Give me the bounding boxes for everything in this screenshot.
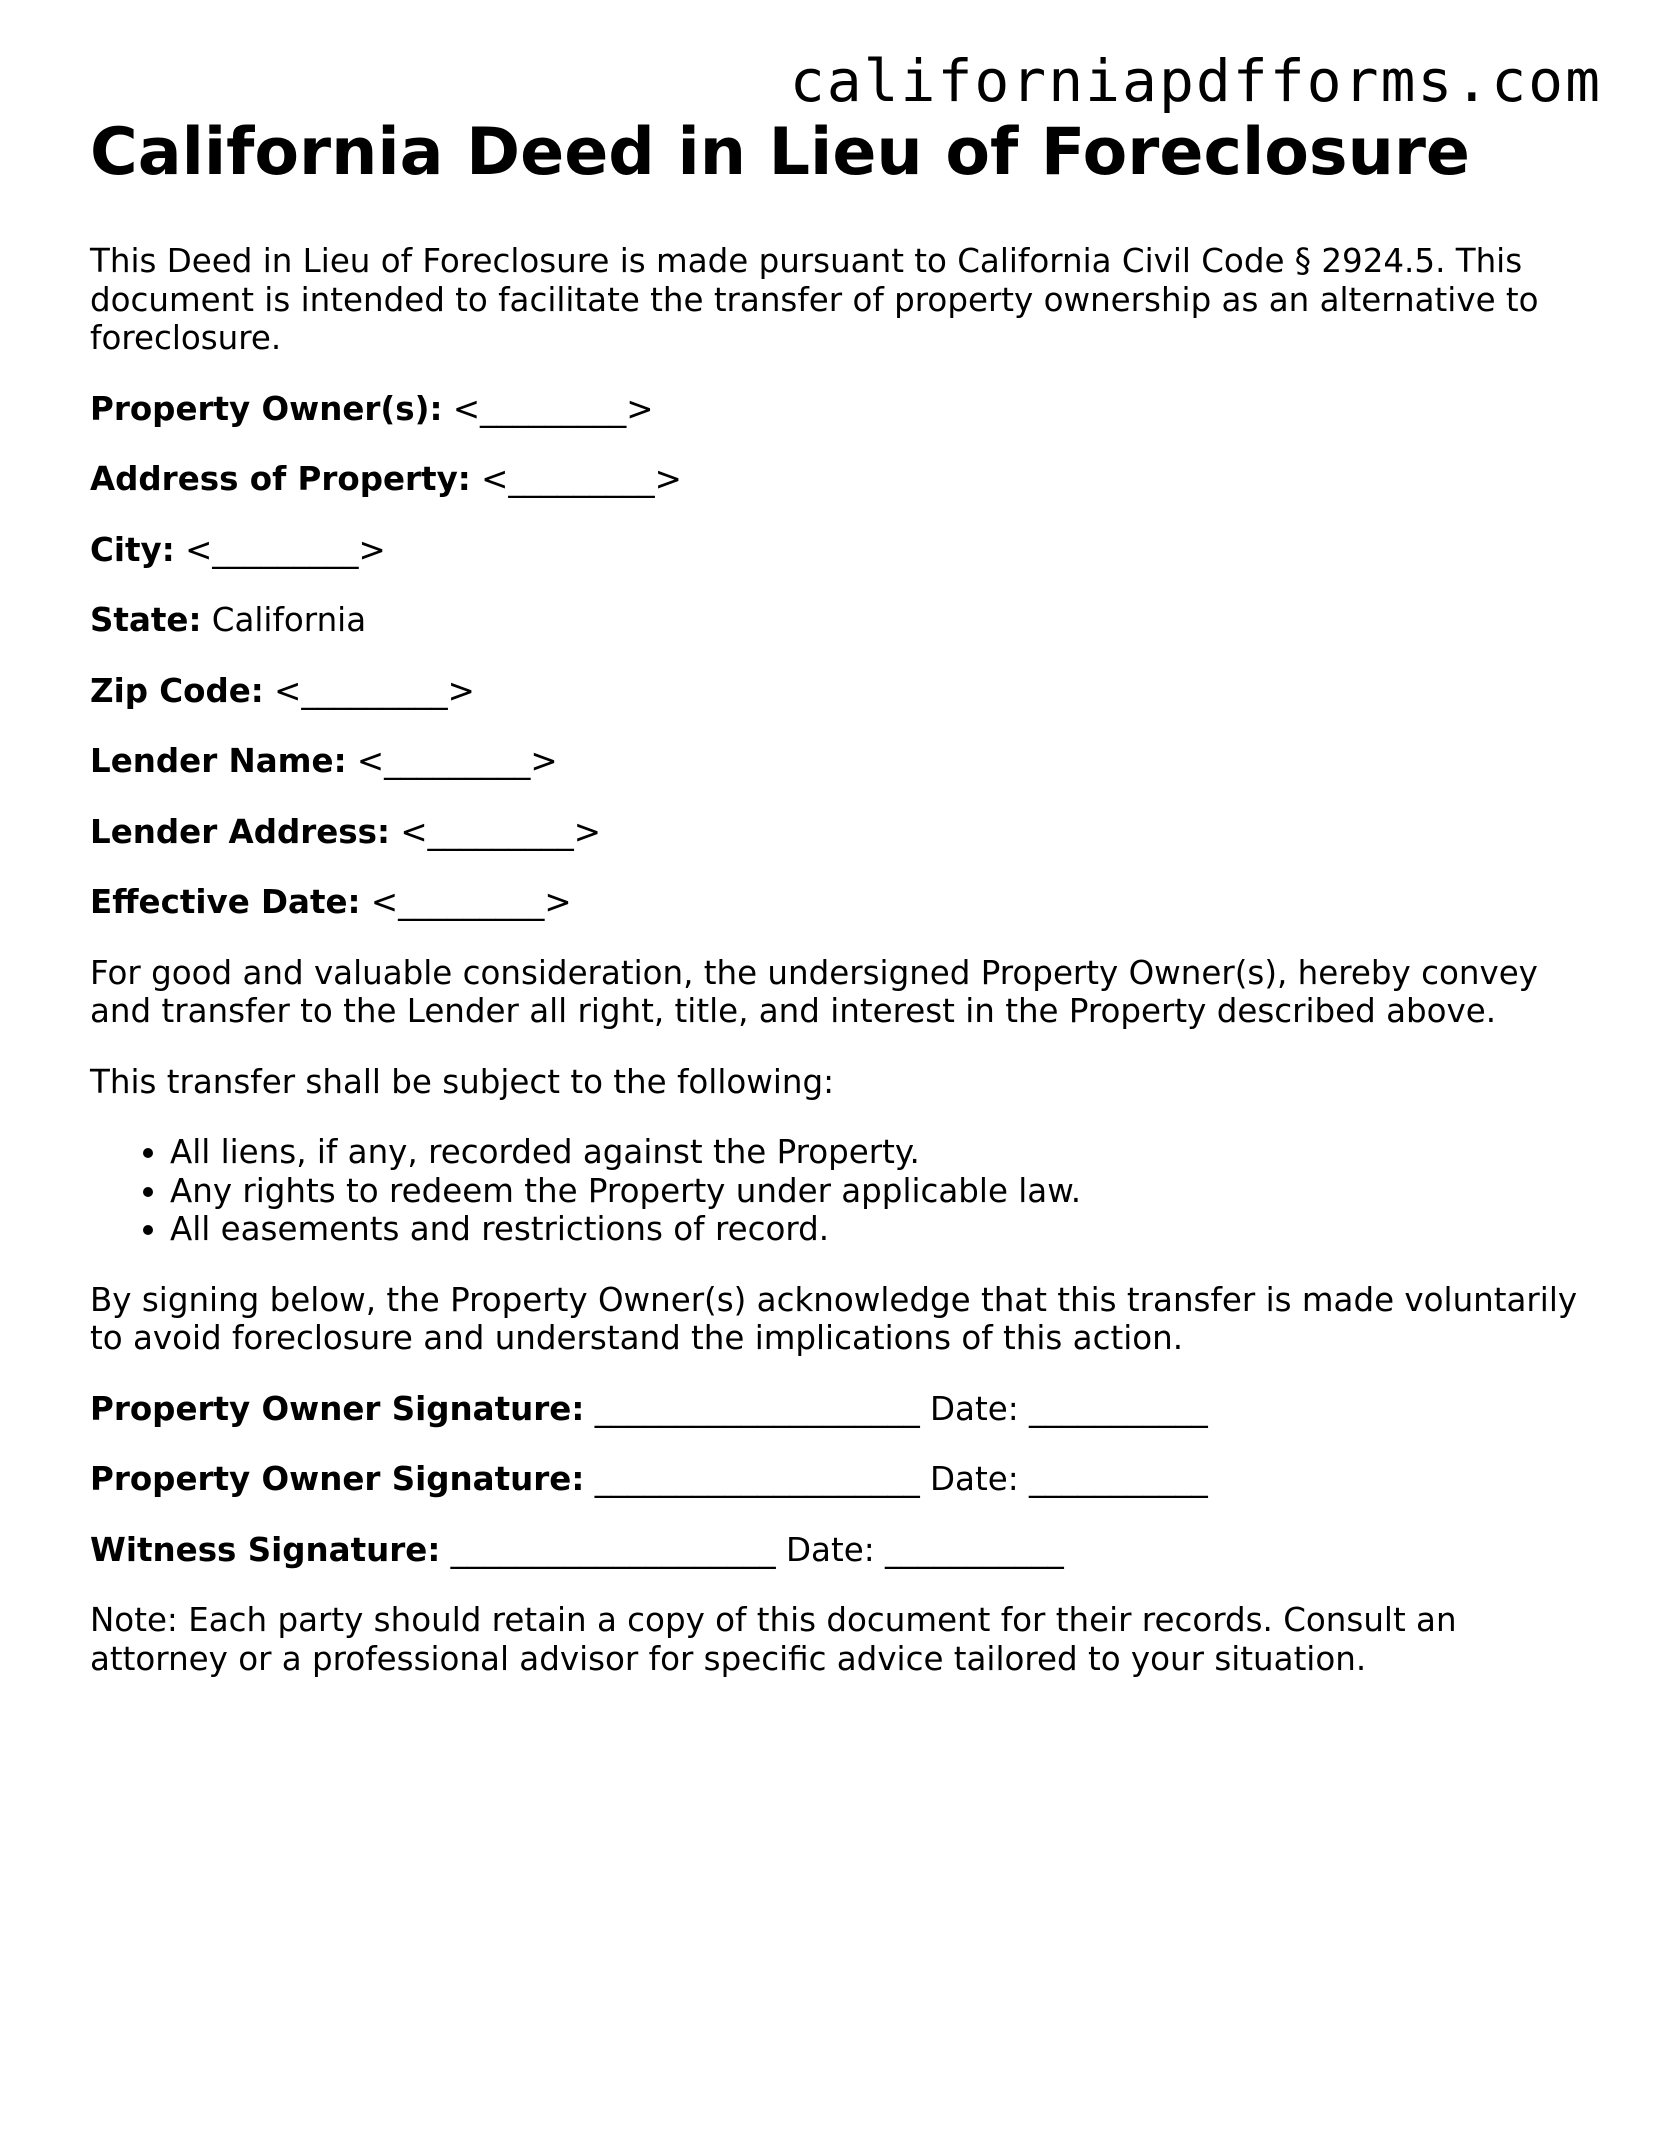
field-address-of-property bbox=[90, 460, 1590, 499]
note-paragraph: Note: Each party should retain a copy of this document for their records. Consult an attorney or a professional advisor for specific advice tailored to your situation. bbox=[90, 1601, 1457, 1678]
date-label: Date: bbox=[930, 1460, 1019, 1498]
document-title: California Deed in Lieu of Foreclosure bbox=[90, 115, 1471, 190]
acknowledgment-paragraph: By signing below, the Property Owner(s) acknowledge that this transfer is made voluntarily to avoid foreclosure and understand the implications of this action. bbox=[90, 1280, 1578, 1357]
date-label: Date: bbox=[786, 1530, 875, 1569]
signature-line-witness bbox=[90, 1531, 1590, 1570]
subject-intro: This transfer shall be subject to the following: bbox=[90, 1062, 835, 1101]
field-value: <_________> bbox=[370, 883, 572, 921]
field-value: <_________> bbox=[481, 460, 682, 498]
field-label: Lender Name: bbox=[90, 742, 347, 780]
document-body bbox=[90, 112, 1590, 1678]
field-value: <_________> bbox=[452, 389, 654, 428]
field-label: City: bbox=[90, 530, 175, 569]
site-watermark: californiapdfforms.com bbox=[789, 47, 1602, 115]
field-property-owners bbox=[90, 390, 1590, 429]
intro-paragraph: This Deed in Lieu of Foreclosure is made pursuant to California Civil Code § 2924.5. This document is intended to facilitate the transfer of property ownership as an alternative to foreclosure. bbox=[90, 242, 1539, 357]
conveyance-paragraph: For good and valuable consideration, the undersigned Property Owner(s), hereby convey and transfer to the Lender all right, title, and interest in the Property described above. bbox=[90, 953, 1538, 1030]
field-label: Property Owner(s): bbox=[90, 389, 443, 428]
field-value: <_________> bbox=[185, 530, 386, 569]
signature-blank: ____________________ bbox=[594, 1460, 920, 1498]
field-label: Lender Address: bbox=[90, 812, 390, 851]
date-blank: ___________ bbox=[885, 1530, 1064, 1569]
field-value: California bbox=[211, 601, 367, 639]
date-label: Date: bbox=[930, 1389, 1019, 1428]
field-label: State: bbox=[90, 601, 202, 639]
field-effective-date bbox=[90, 883, 1590, 922]
field-value: <_________> bbox=[400, 812, 602, 851]
date-blank: ___________ bbox=[1029, 1389, 1208, 1428]
field-value: <_________> bbox=[274, 671, 475, 710]
field-label: Zip Code: bbox=[90, 671, 264, 710]
field-lender-name bbox=[90, 742, 1590, 781]
field-lender-address bbox=[90, 813, 1590, 852]
field-label: Effective Date: bbox=[90, 883, 361, 921]
field-state bbox=[90, 601, 1590, 640]
signature-blank: ____________________ bbox=[594, 1389, 920, 1428]
signature-line-owner-1 bbox=[90, 1390, 1590, 1429]
field-city bbox=[90, 531, 1590, 570]
signature-line-owner-2 bbox=[90, 1460, 1590, 1499]
list-item: • Any rights to redeem the Property under applicable law. bbox=[170, 1172, 1590, 1211]
signature-label: Witness Signature: bbox=[90, 1530, 441, 1569]
list-item: • All liens, if any, recorded against the Property. bbox=[170, 1133, 1590, 1172]
field-value: <_________> bbox=[356, 742, 558, 780]
conditions-list bbox=[90, 1133, 1590, 1249]
signature-blank: ____________________ bbox=[450, 1530, 776, 1569]
field-label: Address of Property: bbox=[90, 460, 471, 498]
list-item: • All easements and restrictions of record. bbox=[170, 1210, 1590, 1249]
date-blank: ___________ bbox=[1029, 1460, 1208, 1498]
field-zip-code bbox=[90, 672, 1590, 711]
signature-label: Property Owner Signature: bbox=[90, 1460, 585, 1498]
signature-label: Property Owner Signature: bbox=[90, 1389, 585, 1428]
